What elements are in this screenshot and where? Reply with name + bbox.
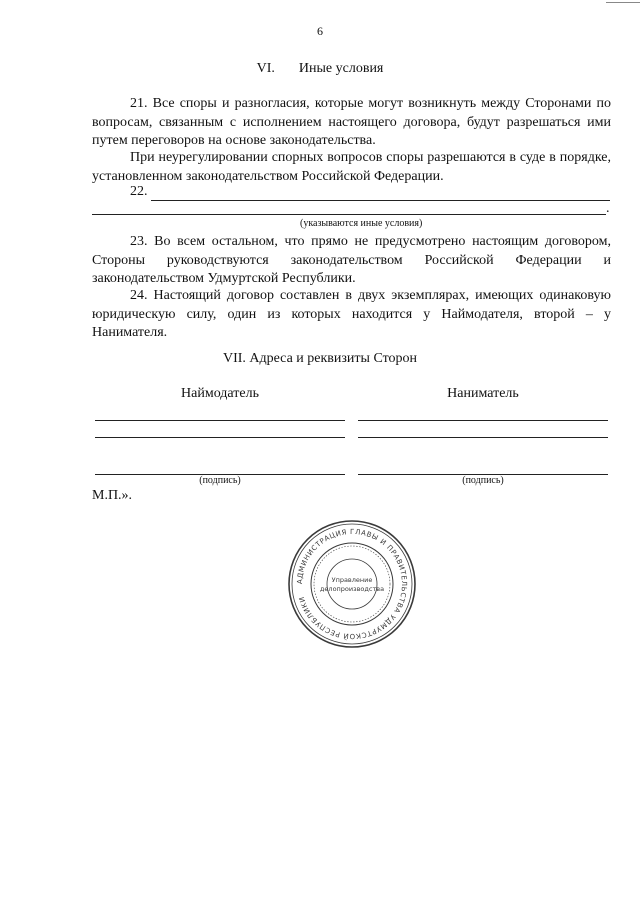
page-number: 6 [317, 24, 323, 38]
landlord-detail-line-1 [95, 420, 345, 421]
tenant-detail-line-1 [358, 420, 608, 421]
clause-22-fill-line-2 [92, 214, 606, 215]
seal-ring-text: АДМИНИСТРАЦИЯ ГЛАВЫ И ПРАВИТЕЛЬСТВА УДМУРТСКОЙ РЕСПУБЛИКИ [295, 527, 409, 641]
seal-middle-dotted-ring [314, 546, 390, 622]
seal-center-line-1: Управление [331, 576, 373, 584]
section-6-heading [0, 61, 640, 77]
clause-23: 23. Во всем остальном, что прямо не предусмотрено настоящим договором, Стороны руководствуются законодательством Российской Федерации и законодательством Удмуртской Республики. [92, 234, 611, 286]
clause-22-fill-line-1 [151, 200, 610, 201]
official-seal [287, 519, 417, 649]
clause-21: 21. Все споры и разногласия, которые могут возникнуть между Сторонами по вопросам, связанным с исполнением настоящего договора, будут разрешаться ими путем переговоров на основе законодательства. [92, 96, 611, 148]
tenant-detail-line-2 [358, 437, 608, 438]
section-6-number: VI. [256, 61, 275, 76]
seal-center-line-2: делопроизводства [319, 585, 385, 593]
seal-middle-ring [311, 543, 393, 625]
clause-22-caption: (указываются иные условия) [300, 218, 423, 229]
party-landlord-label: Наймодатель [181, 386, 259, 401]
seal-place-mark: М.П.». [92, 488, 133, 503]
seal-outer-ring [289, 521, 415, 647]
clause-22-period: . [606, 201, 610, 216]
landlord-detail-line-2 [95, 437, 345, 438]
seal-outer-ring-inner [292, 524, 412, 644]
seal-inner-ring [327, 559, 377, 609]
party-tenant-label: Наниматель [447, 386, 519, 401]
clause-21-continuation: При неурегулировании спорных вопросов споры разрешаются в суде в порядке, установленном законодательством Российской Федерации. [92, 150, 611, 184]
tenant-signature-caption: (подпись) [462, 475, 504, 486]
section-7-heading: VII. Адреса и реквизиты Сторон [222, 351, 418, 366]
top-edge-rule [606, 2, 640, 3]
clause-24: 24. Настоящий договор составлен в двух экземплярах, имеющих одинаковую юридическую силу, один из которых находится у Наймодателя, второй – у Нанимателя. [92, 288, 611, 340]
clause-22-label: 22. [130, 184, 148, 199]
landlord-signature-caption: (подпись) [199, 475, 241, 486]
section-6-title: Иные условия [298, 61, 384, 76]
